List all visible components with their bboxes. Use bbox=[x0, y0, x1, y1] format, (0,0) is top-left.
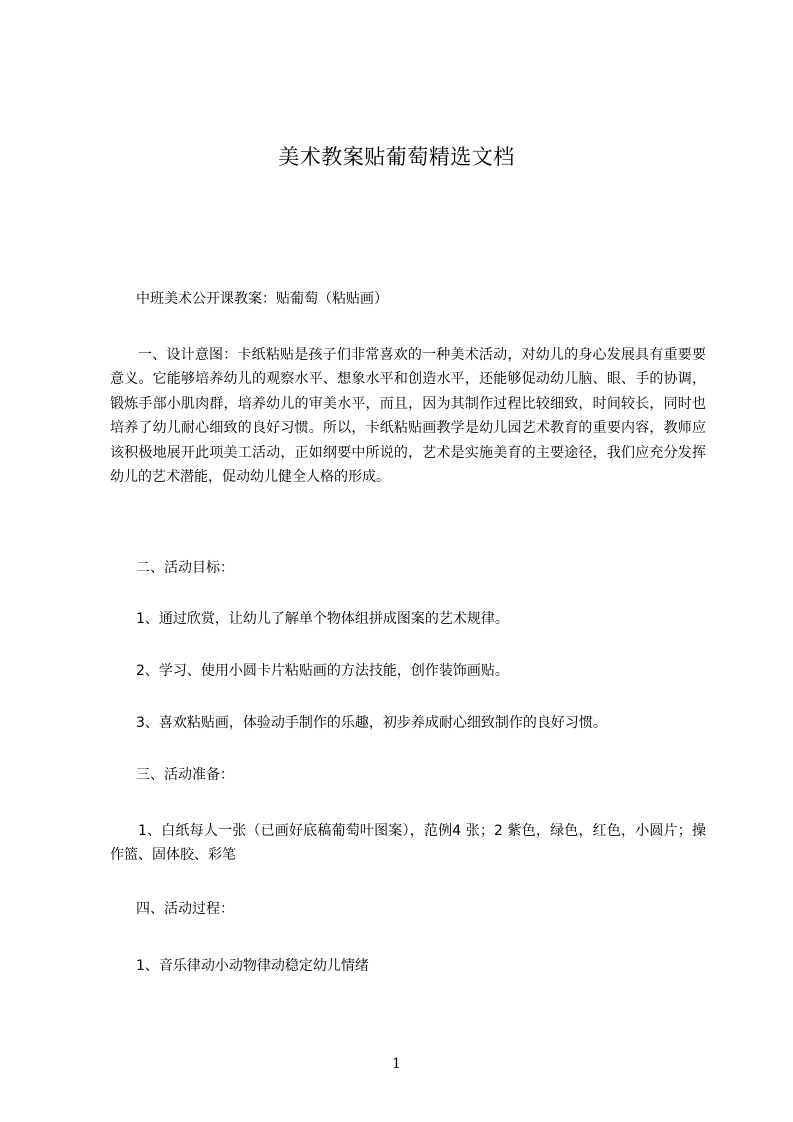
goal-item-2: 2、学习、使用小圆卡片粘贴画的方法技能，创作装饰画贴。 bbox=[136, 663, 509, 679]
page-title: 美术教案贴葡萄精选文档 bbox=[278, 145, 515, 169]
process-item-1: 1、音乐律动小动物律动稳定幼儿情绪 bbox=[136, 958, 369, 974]
lesson-subtitle: 中班美术公开课教案：贴葡萄（粘贴画） bbox=[136, 291, 388, 307]
goals-heading: 二、活动目标： bbox=[136, 560, 234, 576]
page-number: 1 bbox=[392, 1056, 401, 1072]
process-heading: 四、活动过程： bbox=[136, 901, 234, 917]
goal-item-1: 1、通过欣赏，让幼儿了解单个物体组拼成图案的艺术规律。 bbox=[136, 611, 509, 627]
preparation-heading: 三、活动准备： bbox=[136, 767, 234, 783]
goal-item-3: 3、喜欢粘贴画，体验动手制作的乐趣，初步养成耐心细致制作的良好习惯。 bbox=[136, 715, 607, 731]
preparation-item-1: 1、白纸每人一张（已画好底稿葡萄叶图案），范例4 张；2 紫色，绿色，红色，小圆片；操作篮、固体胶、彩笔 bbox=[110, 823, 706, 864]
design-intent-paragraph: 一、设计意图：卡纸粘贴是孩子们非常喜欢的一种美术活动，对幼儿的身心发展具有重要要意义。它能够培养幼儿的观察水平、想象水平和创造水平，还能够促动幼儿脑、眼、手的协调，锻炼手部小肌肉群，培养幼儿的审美水平，而且，因为其制作过程比较细致，时间较长，同时也培养了幼儿耐心细致的良好习惯。所以，卡纸粘贴画教学是幼儿园艺术教育的重要内容，教师应该积极地展开此项美工活动，正如纲要中所说的，艺术是实施美育的主要途径，我们应充分发挥幼儿的艺术潜能，促动幼儿健全人格的形成。 bbox=[110, 347, 706, 486]
